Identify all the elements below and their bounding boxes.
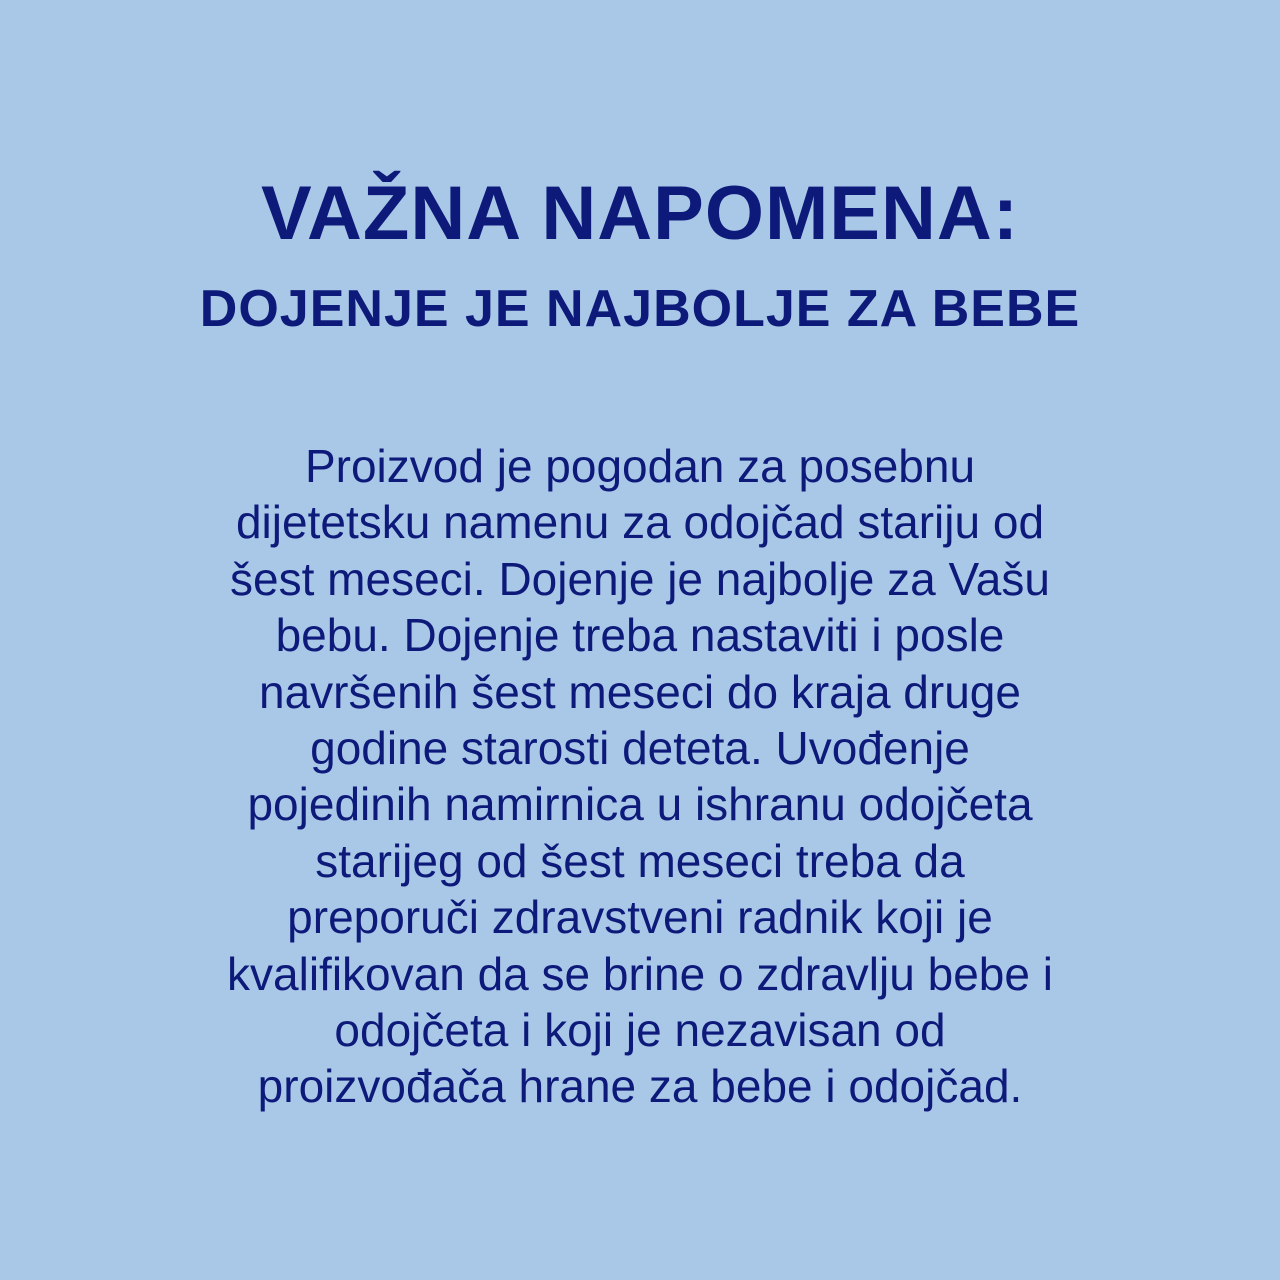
body-line: šest meseci. Dojenje je najbolje za Vašu <box>230 552 1050 605</box>
body-line: odojčeta i koji je nezavisan od <box>334 1004 946 1057</box>
body-line: starijeg od šest meseci treba da <box>315 834 965 887</box>
body-line: navršenih šest meseci do kraja druge <box>259 665 1021 718</box>
body-line: proizvođača hrane za bebe i odojčad. <box>257 1060 1023 1113</box>
body-line: kvalifikovan da se brine o zdravlju bebe i <box>227 947 1053 1000</box>
body-line: bebu. Dojenje treba nastaviti i posle <box>275 609 1005 662</box>
body-line: godine starosti deteta. Uvođenje <box>310 722 970 775</box>
body-line: Proizvod je pogodan za posebnu <box>304 440 976 492</box>
notice-title: VAŽNA NAPOMENA: <box>260 171 1020 256</box>
notice-body <box>60 438 1220 1115</box>
body-line: dijetetsku namenu za odojčad stariju od <box>235 496 1045 549</box>
body-line: preporuči zdravstveni radnik koji je <box>287 891 993 944</box>
notice-subtitle: DOJENJE JE NAJBOLJE ZA BEBE <box>199 280 1081 338</box>
body-line: pojedinih namirnica u ishranu odojčeta <box>247 778 1033 831</box>
